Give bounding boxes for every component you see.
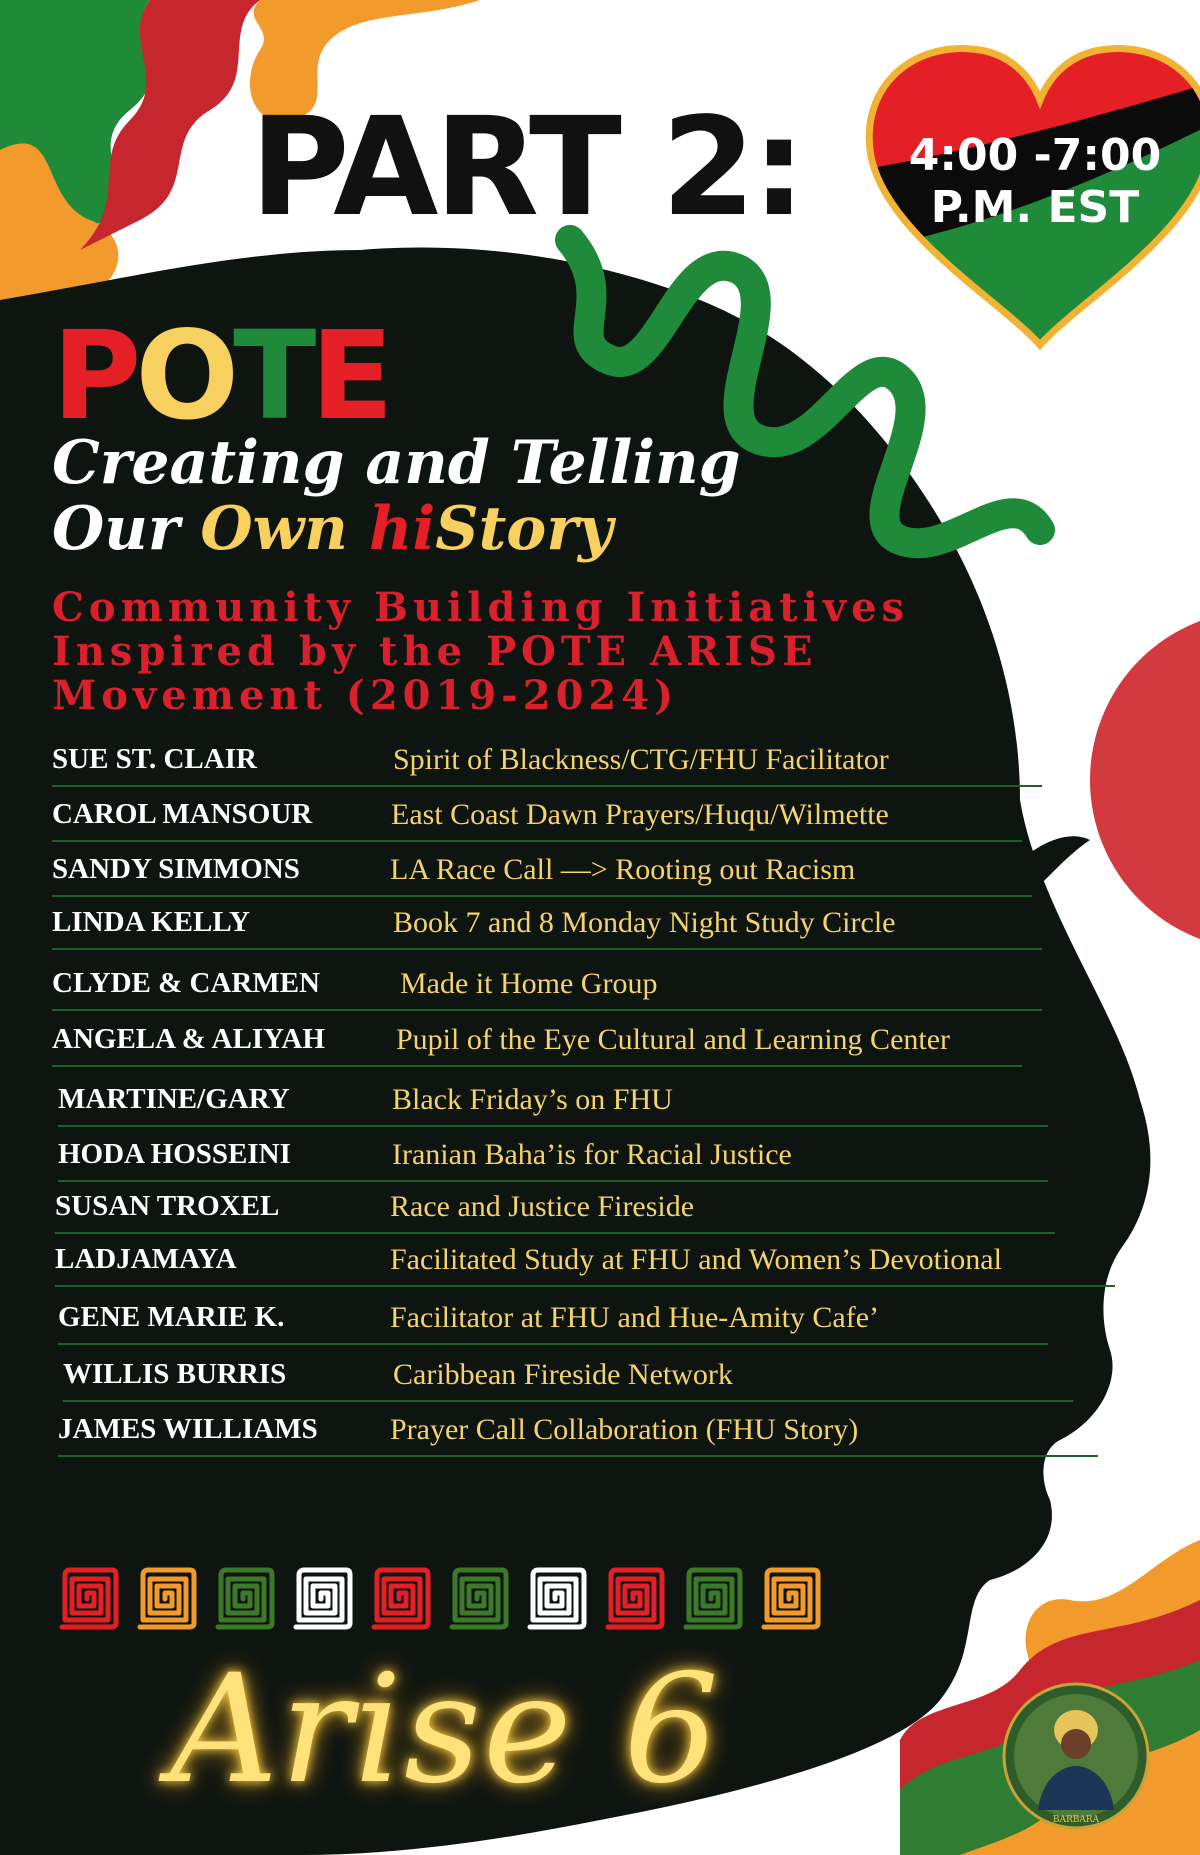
roster-initiative: Book 7 and 8 Monday Night Study Circle <box>393 906 896 939</box>
logo-letter-t: T <box>233 305 311 447</box>
host-photo-badge <box>1002 1682 1150 1830</box>
roster-initiative: Prayer Call Collaboration (FHU Story) <box>390 1413 859 1446</box>
roster-name: SUE ST. CLAIR <box>52 743 257 775</box>
roster-name: LADJAMAYA <box>55 1243 237 1275</box>
roster-divider <box>58 1125 1048 1127</box>
roster-divider <box>52 840 1022 842</box>
roster-row <box>52 896 1042 950</box>
roster-divider <box>55 1285 1115 1287</box>
roster-name: LINDA KELLY <box>52 906 250 938</box>
roster-row <box>58 1403 1098 1457</box>
logo-letter-o: O <box>135 305 234 447</box>
roster-name: CAROL MANSOUR <box>52 798 313 830</box>
pote-logo <box>52 305 388 447</box>
roster-initiative: Caribbean Fireside Network <box>393 1358 733 1391</box>
tagline-hi: hi <box>368 494 436 564</box>
photo-signature: BARBARA <box>1052 1815 1100 1825</box>
roster-initiative: Spirit of Blackness/CTG/FHU Facilitator <box>393 743 889 776</box>
spiral-glyph <box>598 1563 668 1633</box>
subtitle-line-1: Community Building Initiatives <box>52 584 910 631</box>
roster-divider <box>52 948 1042 950</box>
roster-row <box>52 788 1022 842</box>
roster-row <box>58 1128 1048 1182</box>
spiral-glyph <box>52 1563 122 1633</box>
roster-row <box>52 957 1042 1011</box>
roster-initiative: Black Friday’s on FHU <box>392 1083 673 1116</box>
roster-divider <box>52 1065 1022 1067</box>
roster-row <box>52 733 1042 787</box>
roster-initiative: LA Race Call —> Rooting out Racism <box>390 853 856 886</box>
roster-name: MARTINE/GARY <box>58 1083 290 1115</box>
spiral-glyph <box>754 1563 824 1633</box>
event-time-zone: P.M. EST <box>930 182 1140 233</box>
roster-name: CLYDE & CARMEN <box>52 967 320 999</box>
roster-row <box>55 1233 1115 1287</box>
subtitle <box>52 586 909 718</box>
logo-letter-e: E <box>310 305 388 447</box>
tagline-story: Story <box>435 494 613 564</box>
roster-name: JAMES WILLIAMS <box>58 1413 318 1445</box>
roster-row <box>55 1180 1055 1234</box>
event-time <box>875 130 1195 234</box>
spiral-glyph <box>520 1563 590 1633</box>
spiral-glyph <box>676 1563 746 1633</box>
roster-row <box>52 1013 1022 1067</box>
roster-list <box>0 733 1200 1493</box>
tagline-line-1: Creating and Telling <box>52 428 741 498</box>
roster-initiative: Made it Home Group <box>400 967 658 1000</box>
tagline <box>52 430 741 562</box>
roster-initiative: Pupil of the Eye Cultural and Learning Center <box>396 1023 951 1056</box>
roster-divider <box>52 1009 1042 1011</box>
spiral-pattern-row <box>52 1563 824 1633</box>
roster-name: HODA HOSSEINI <box>58 1138 291 1170</box>
roster-divider <box>58 1455 1098 1457</box>
roster-initiative: Iranian Baha’is for Racial Justice <box>392 1138 792 1171</box>
roster-row <box>63 1348 1073 1402</box>
spiral-glyph <box>130 1563 200 1633</box>
spiral-glyph <box>208 1563 278 1633</box>
roster-name: GENE MARIE K. <box>58 1301 285 1333</box>
part-title: PART 2: <box>250 89 803 247</box>
roster-initiative: Facilitated Study at FHU and Women’s Devotional <box>390 1243 1002 1276</box>
roster-row <box>58 1291 1048 1345</box>
logo-letter-p: P <box>52 305 136 447</box>
arise-script-title: Arise 6 <box>170 1643 721 1817</box>
spiral-glyph <box>286 1563 356 1633</box>
roster-divider <box>58 1343 1048 1345</box>
roster-divider <box>52 785 1042 787</box>
event-time-hours: 4:00 -7:00 <box>908 130 1162 181</box>
roster-initiative: Facilitator at FHU and Hue-Amity Cafe’ <box>390 1301 880 1334</box>
roster-name: WILLIS BURRIS <box>63 1358 287 1390</box>
roster-name: ANGELA & ALIYAH <box>52 1023 325 1055</box>
subtitle-line-3: Movement (2019-2024) <box>52 672 679 719</box>
roster-name: SUSAN TROXEL <box>55 1190 280 1222</box>
spiral-glyph <box>442 1563 512 1633</box>
roster-initiative: Race and Justice Fireside <box>390 1190 695 1223</box>
tagline-own: Own <box>200 494 369 564</box>
spiral-glyph <box>364 1563 434 1633</box>
tagline-line-2 <box>52 496 741 562</box>
roster-row <box>58 1073 1048 1127</box>
subtitle-line-2: Inspired by the POTE ARISE <box>52 628 818 675</box>
roster-name: SANDY SIMMONS <box>52 853 300 885</box>
roster-initiative: East Coast Dawn Prayers/Huqu/Wilmette <box>391 798 889 831</box>
tagline-our: Our <box>52 494 201 564</box>
roster-row <box>52 843 1032 897</box>
roster-divider <box>63 1400 1073 1402</box>
